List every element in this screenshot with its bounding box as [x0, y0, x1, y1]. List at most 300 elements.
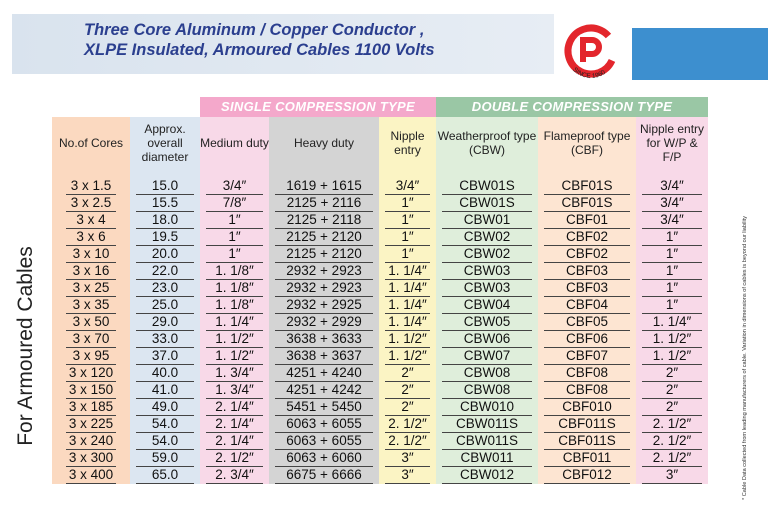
cell-flameproof-text: CBF02	[544, 229, 630, 246]
cell-cores-text: 3 x 16	[66, 263, 116, 280]
cell-heavy-duty-text: 2125 + 2116	[275, 195, 373, 212]
cell-weatherproof-text: CBW01S	[442, 195, 532, 212]
cell-medium-duty	[200, 195, 269, 212]
cell-flameproof-text: CBF010	[544, 399, 630, 416]
cell-cores-text: 3 x 150	[66, 382, 116, 399]
cell-cores	[52, 246, 130, 263]
cell-weatherproof-text: CBW08	[442, 382, 532, 399]
cell-heavy-duty	[269, 229, 379, 246]
cell-medium-duty-text: 1. 1/8″	[206, 280, 263, 297]
cell-nipple-wp	[636, 365, 708, 382]
cell-nipple-entry	[379, 195, 436, 212]
cell-flameproof	[538, 178, 636, 195]
cell-flameproof	[538, 433, 636, 450]
cell-weatherproof	[436, 331, 538, 348]
cell-nipple-entry-text: 2″	[385, 382, 430, 399]
cell-nipple-entry	[379, 382, 436, 399]
cell-flameproof	[538, 450, 636, 467]
cell-diameter	[130, 280, 200, 297]
cell-cores-text: 3 x 300	[66, 450, 116, 467]
table-row	[52, 399, 708, 416]
cell-medium-duty	[200, 416, 269, 433]
cell-nipple-wp-text: 1″	[642, 280, 702, 297]
cell-nipple-wp-text: 2″	[642, 382, 702, 399]
cell-cores-text: 3 x 240	[66, 433, 116, 450]
cell-nipple-entry	[379, 263, 436, 280]
cell-nipple-wp-text: 1. 1/2″	[642, 331, 702, 348]
table-row	[52, 212, 708, 229]
table-row	[52, 467, 708, 484]
cell-diameter	[130, 331, 200, 348]
cell-nipple-wp-text: 2. 1/2″	[642, 450, 702, 467]
cell-weatherproof-text: CBW08	[442, 365, 532, 382]
cell-cores	[52, 331, 130, 348]
cell-weatherproof	[436, 280, 538, 297]
cell-diameter-text: 22.0	[136, 263, 194, 280]
cell-weatherproof-text: CBW011	[442, 450, 532, 467]
table-row	[52, 263, 708, 280]
cell-weatherproof-text: CBW03	[442, 263, 532, 280]
cell-cores	[52, 263, 130, 280]
cell-weatherproof	[436, 450, 538, 467]
cell-nipple-wp	[636, 229, 708, 246]
cell-nipple-wp	[636, 450, 708, 467]
cell-diameter-text: 41.0	[136, 382, 194, 399]
cell-heavy-duty-text: 6063 + 6060	[275, 450, 373, 467]
cell-nipple-entry-text: 2″	[385, 399, 430, 416]
cell-weatherproof	[436, 229, 538, 246]
cell-flameproof	[538, 263, 636, 280]
cell-heavy-duty	[269, 365, 379, 382]
cell-nipple-wp-text: 3/4″	[642, 195, 702, 212]
cell-nipple-wp	[636, 263, 708, 280]
cell-flameproof-text: CBF01S	[544, 178, 630, 195]
cell-weatherproof-text: CBW01S	[442, 178, 532, 195]
cell-heavy-duty-text: 3638 + 3633	[275, 331, 373, 348]
cell-medium-duty-text: 1″	[206, 212, 263, 229]
table-row	[52, 229, 708, 246]
cell-medium-duty-text: 3/4″	[206, 178, 263, 195]
cell-heavy-duty	[269, 399, 379, 416]
cell-flameproof	[538, 365, 636, 382]
cell-cores	[52, 399, 130, 416]
cable-gland-table	[52, 97, 708, 484]
cell-diameter-text: 37.0	[136, 348, 194, 365]
cell-medium-duty	[200, 280, 269, 297]
cell-heavy-duty-text: 2125 + 2120	[275, 246, 373, 263]
cell-flameproof	[538, 348, 636, 365]
cell-flameproof-text: CBF011	[544, 450, 630, 467]
cell-flameproof-text: CBF03	[544, 263, 630, 280]
cell-nipple-entry	[379, 467, 436, 484]
cell-heavy-duty	[269, 450, 379, 467]
cell-cores-text: 3 x 120	[66, 365, 116, 382]
cell-flameproof-text: CBF03	[544, 280, 630, 297]
cell-weatherproof	[436, 365, 538, 382]
cell-diameter	[130, 450, 200, 467]
cell-nipple-wp	[636, 178, 708, 195]
cell-diameter-text: 25.0	[136, 297, 194, 314]
cell-cores-text: 3 x 10	[66, 246, 116, 263]
cell-flameproof-text: CBF011S	[544, 416, 630, 433]
cell-weatherproof	[436, 263, 538, 280]
cell-diameter-text: 54.0	[136, 416, 194, 433]
cell-nipple-wp	[636, 348, 708, 365]
cell-medium-duty-text: 1. 3/4″	[206, 382, 263, 399]
spacer-row	[52, 169, 708, 178]
cell-nipple-wp-text: 1″	[642, 263, 702, 280]
col-header-medium: Medium duty	[200, 117, 269, 169]
cell-diameter	[130, 229, 200, 246]
col-header-flameproof: Flameproof type (CBF)	[538, 117, 636, 169]
cell-heavy-duty-text: 4251 + 4240	[275, 365, 373, 382]
cell-nipple-entry	[379, 246, 436, 263]
cell-nipple-entry	[379, 229, 436, 246]
cell-nipple-wp-text: 2. 1/2″	[642, 433, 702, 450]
cell-flameproof	[538, 212, 636, 229]
cell-medium-duty-text: 1. 1/2″	[206, 331, 263, 348]
cell-nipple-entry	[379, 399, 436, 416]
cell-diameter	[130, 382, 200, 399]
cell-diameter-text: 65.0	[136, 467, 194, 484]
cell-nipple-wp	[636, 399, 708, 416]
cell-nipple-wp-text: 2. 1/2″	[642, 416, 702, 433]
cell-cores	[52, 467, 130, 484]
cell-nipple-entry-text: 3/4″	[385, 178, 430, 195]
cell-nipple-entry	[379, 314, 436, 331]
cell-heavy-duty-text: 2125 + 2120	[275, 229, 373, 246]
cell-medium-duty	[200, 263, 269, 280]
cell-cores	[52, 229, 130, 246]
logo-since-text: SINCE 1960	[571, 66, 607, 81]
cell-medium-duty	[200, 229, 269, 246]
cell-nipple-entry	[379, 416, 436, 433]
cell-weatherproof-text: CBW02	[442, 246, 532, 263]
cell-flameproof-text: CBF011S	[544, 433, 630, 450]
cell-flameproof-text: CBF08	[544, 382, 630, 399]
cell-heavy-duty-text: 3638 + 3637	[275, 348, 373, 365]
cell-flameproof	[538, 246, 636, 263]
cell-cores	[52, 365, 130, 382]
cell-diameter	[130, 348, 200, 365]
cell-cores	[52, 178, 130, 195]
cell-weatherproof	[436, 195, 538, 212]
cell-nipple-entry	[379, 433, 436, 450]
cell-heavy-duty-text: 2932 + 2923	[275, 280, 373, 297]
cell-cores	[52, 450, 130, 467]
cell-cores-text: 3 x 70	[66, 331, 116, 348]
cell-nipple-wp	[636, 433, 708, 450]
table-row	[52, 365, 708, 382]
cell-nipple-wp-text: 3/4″	[642, 212, 702, 229]
cell-weatherproof-text: CBW06	[442, 331, 532, 348]
cell-cores-text: 3 x 95	[66, 348, 116, 365]
cell-medium-duty-text: 2. 3/4″	[206, 467, 263, 484]
cell-weatherproof	[436, 246, 538, 263]
table-row	[52, 195, 708, 212]
cell-medium-duty	[200, 348, 269, 365]
cell-flameproof	[538, 314, 636, 331]
cell-weatherproof	[436, 399, 538, 416]
cell-weatherproof	[436, 348, 538, 365]
cell-weatherproof	[436, 467, 538, 484]
cell-medium-duty	[200, 467, 269, 484]
cell-weatherproof	[436, 433, 538, 450]
table-row	[52, 416, 708, 433]
table-row	[52, 331, 708, 348]
title-line-2: XLPE Insulated, Armoured Cables 1100 Volts	[84, 41, 435, 59]
cell-cores-text: 3 x 225	[66, 416, 116, 433]
cell-cores	[52, 280, 130, 297]
cell-cores-text: 3 x 50	[66, 314, 116, 331]
cell-heavy-duty	[269, 280, 379, 297]
cell-nipple-entry	[379, 331, 436, 348]
cell-diameter	[130, 416, 200, 433]
cell-heavy-duty-text: 2932 + 2923	[275, 263, 373, 280]
cell-nipple-entry-text: 1. 1/4″	[385, 314, 430, 331]
title-line-1: Three Core Aluminum / Copper Conductor ,	[84, 21, 425, 39]
cell-heavy-duty	[269, 331, 379, 348]
cell-heavy-duty-text: 5451 + 5450	[275, 399, 373, 416]
cell-cores-text: 3 x 185	[66, 399, 116, 416]
cell-nipple-wp	[636, 195, 708, 212]
cell-medium-duty-text: 2. 1/4″	[206, 399, 263, 416]
cell-heavy-duty-text: 2932 + 2925	[275, 297, 373, 314]
cell-weatherproof-text: CBW02	[442, 229, 532, 246]
cell-weatherproof-text: CBW03	[442, 280, 532, 297]
cell-heavy-duty-text: 1619 + 1615	[275, 178, 373, 195]
cell-medium-duty-text: 1. 1/8″	[206, 297, 263, 314]
cell-cores	[52, 212, 130, 229]
col-header-diameter: Approx. overall diameter	[130, 117, 200, 169]
cell-heavy-duty	[269, 263, 379, 280]
cell-medium-duty	[200, 399, 269, 416]
cell-medium-duty	[200, 178, 269, 195]
cell-cores	[52, 348, 130, 365]
cell-medium-duty	[200, 314, 269, 331]
side-label: For Armoured Cables	[14, 246, 37, 446]
table-row	[52, 382, 708, 399]
table-row	[52, 246, 708, 263]
cell-medium-duty	[200, 450, 269, 467]
cell-diameter	[130, 365, 200, 382]
cell-diameter-text: 23.0	[136, 280, 194, 297]
cell-nipple-entry	[379, 178, 436, 195]
cell-nipple-entry-text: 2. 1/2″	[385, 433, 430, 450]
cell-diameter-text: 54.0	[136, 433, 194, 450]
cell-cores-text: 3 x 25	[66, 280, 116, 297]
cell-medium-duty-text: 1. 1/4″	[206, 314, 263, 331]
cell-heavy-duty	[269, 433, 379, 450]
cell-cores	[52, 416, 130, 433]
cell-weatherproof	[436, 314, 538, 331]
cell-nipple-wp-text: 1″	[642, 246, 702, 263]
cell-cores-text: 3 x 35	[66, 297, 116, 314]
col-header-weatherproof: Weatherproof type (CBW)	[436, 117, 538, 169]
cell-weatherproof-text: CBW010	[442, 399, 532, 416]
table-row	[52, 450, 708, 467]
table-row	[52, 297, 708, 314]
cell-diameter	[130, 399, 200, 416]
cell-nipple-entry-text: 1. 1/4″	[385, 263, 430, 280]
cell-heavy-duty	[269, 297, 379, 314]
cell-diameter	[130, 297, 200, 314]
cell-diameter-text: 15.0	[136, 178, 194, 195]
cell-nipple-entry	[379, 297, 436, 314]
cell-heavy-duty-text: 2932 + 2929	[275, 314, 373, 331]
cell-flameproof-text: CBF01	[544, 212, 630, 229]
cell-medium-duty-text: 1″	[206, 229, 263, 246]
cell-heavy-duty	[269, 416, 379, 433]
cell-nipple-entry	[379, 348, 436, 365]
cell-medium-duty	[200, 382, 269, 399]
cell-cores	[52, 433, 130, 450]
cell-medium-duty-text: 1. 3/4″	[206, 365, 263, 382]
cell-heavy-duty	[269, 348, 379, 365]
cell-nipple-wp-text: 2″	[642, 365, 702, 382]
cell-medium-duty	[200, 365, 269, 382]
cell-weatherproof-text: CBW01	[442, 212, 532, 229]
cell-diameter	[130, 246, 200, 263]
cell-flameproof	[538, 195, 636, 212]
cell-flameproof	[538, 297, 636, 314]
cell-heavy-duty	[269, 246, 379, 263]
footnote: * Cable Data collected from leading manufacturers of cable. Variation in dimensions of cables is beyond our liability	[742, 215, 748, 500]
cell-weatherproof	[436, 212, 538, 229]
cell-weatherproof-text: CBW011S	[442, 433, 532, 450]
cell-weatherproof	[436, 382, 538, 399]
cell-cores-text: 3 x 1.5	[66, 178, 116, 195]
table-row	[52, 314, 708, 331]
cell-weatherproof	[436, 297, 538, 314]
cell-heavy-duty-text: 2125 + 2118	[275, 212, 373, 229]
group-header-blank	[52, 97, 200, 117]
cell-nipple-wp-text: 3/4″	[642, 178, 702, 195]
cell-medium-duty-text: 7/8″	[206, 195, 263, 212]
cell-flameproof-text: CBF08	[544, 365, 630, 382]
cell-flameproof-text: CBF012	[544, 467, 630, 484]
cell-nipple-entry-text: 1″	[385, 212, 430, 229]
group-single-compression: SINGLE COMPRESSION TYPE	[200, 97, 436, 117]
cell-weatherproof-text: CBW05	[442, 314, 532, 331]
table-row	[52, 433, 708, 450]
cell-cores	[52, 382, 130, 399]
cell-flameproof-text: CBF06	[544, 331, 630, 348]
cell-nipple-entry-text: 1″	[385, 195, 430, 212]
cell-heavy-duty-text: 6675 + 6666	[275, 467, 373, 484]
cell-diameter	[130, 212, 200, 229]
cell-heavy-duty-text: 6063 + 6055	[275, 433, 373, 450]
table-row	[52, 280, 708, 297]
cell-weatherproof-text: CBW04	[442, 297, 532, 314]
cell-heavy-duty-text: 4251 + 4242	[275, 382, 373, 399]
cell-nipple-entry-text: 1. 1/2″	[385, 348, 430, 365]
cell-nipple-entry-text: 1. 1/4″	[385, 297, 430, 314]
cell-medium-duty-text: 2. 1/2″	[206, 450, 263, 467]
cell-nipple-wp	[636, 331, 708, 348]
cell-nipple-wp-text: 2″	[642, 399, 702, 416]
cell-nipple-wp-text: 1. 1/2″	[642, 348, 702, 365]
cell-medium-duty-text: 1. 1/2″	[206, 348, 263, 365]
col-header-heavy: Heavy duty	[269, 117, 379, 169]
cell-diameter-text: 29.0	[136, 314, 194, 331]
cell-flameproof-text: CBF05	[544, 314, 630, 331]
cell-nipple-wp	[636, 314, 708, 331]
cell-cores-text: 3 x 2.5	[66, 195, 116, 212]
cell-nipple-wp	[636, 246, 708, 263]
cell-diameter-text: 15.5	[136, 195, 194, 212]
cell-heavy-duty	[269, 467, 379, 484]
cell-diameter	[130, 314, 200, 331]
table-row	[52, 348, 708, 365]
cell-nipple-wp-text: 1. 1/4″	[642, 314, 702, 331]
cell-weatherproof-text: CBW07	[442, 348, 532, 365]
cell-flameproof	[538, 382, 636, 399]
cell-nipple-wp	[636, 212, 708, 229]
cell-diameter	[130, 178, 200, 195]
cell-heavy-duty-text: 6063 + 6055	[275, 416, 373, 433]
cell-cores-text: 3 x 400	[66, 467, 116, 484]
cell-flameproof	[538, 229, 636, 246]
cell-nipple-entry	[379, 212, 436, 229]
cell-flameproof	[538, 331, 636, 348]
cell-nipple-wp	[636, 382, 708, 399]
cell-diameter-text: 33.0	[136, 331, 194, 348]
cell-flameproof	[538, 280, 636, 297]
cell-nipple-entry	[379, 280, 436, 297]
cell-nipple-entry-text: 1. 1/2″	[385, 331, 430, 348]
cell-cores	[52, 195, 130, 212]
cell-diameter-text: 18.0	[136, 212, 194, 229]
cell-medium-duty-text: 1″	[206, 246, 263, 263]
cell-nipple-entry-text: 2″	[385, 365, 430, 382]
cell-flameproof-text: CBF01S	[544, 195, 630, 212]
cell-flameproof	[538, 399, 636, 416]
cell-medium-duty	[200, 331, 269, 348]
cell-nipple-entry-text: 2. 1/2″	[385, 416, 430, 433]
cell-heavy-duty	[269, 382, 379, 399]
cell-medium-duty-text: 2. 1/4″	[206, 433, 263, 450]
cell-nipple-wp	[636, 280, 708, 297]
group-double-compression: DOUBLE COMPRESSION TYPE	[436, 97, 708, 117]
cell-nipple-entry-text: 3″	[385, 450, 430, 467]
cell-nipple-wp	[636, 467, 708, 484]
cell-weatherproof	[436, 416, 538, 433]
cell-weatherproof-text: CBW011S	[442, 416, 532, 433]
cell-flameproof-text: CBF04	[544, 297, 630, 314]
cell-heavy-duty	[269, 314, 379, 331]
cell-diameter-text: 49.0	[136, 399, 194, 416]
cell-flameproof-text: CBF07	[544, 348, 630, 365]
column-header-row	[52, 117, 708, 169]
cell-medium-duty-text: 1. 1/8″	[206, 263, 263, 280]
cell-nipple-wp-text: 1″	[642, 297, 702, 314]
cell-nipple-entry	[379, 365, 436, 382]
cell-medium-duty	[200, 246, 269, 263]
cell-weatherproof	[436, 178, 538, 195]
page-title	[84, 20, 554, 60]
cell-diameter-text: 20.0	[136, 246, 194, 263]
cell-weatherproof-text: CBW012	[442, 467, 532, 484]
cell-nipple-entry	[379, 450, 436, 467]
cell-heavy-duty	[269, 212, 379, 229]
cell-nipple-wp	[636, 297, 708, 314]
blue-tab	[632, 28, 768, 80]
cell-cores-text: 3 x 4	[66, 212, 116, 229]
col-header-nipple-wp: Nipple entry for W/P & F/P	[636, 117, 708, 169]
cell-nipple-entry-text: 1″	[385, 246, 430, 263]
cell-diameter-text: 40.0	[136, 365, 194, 382]
